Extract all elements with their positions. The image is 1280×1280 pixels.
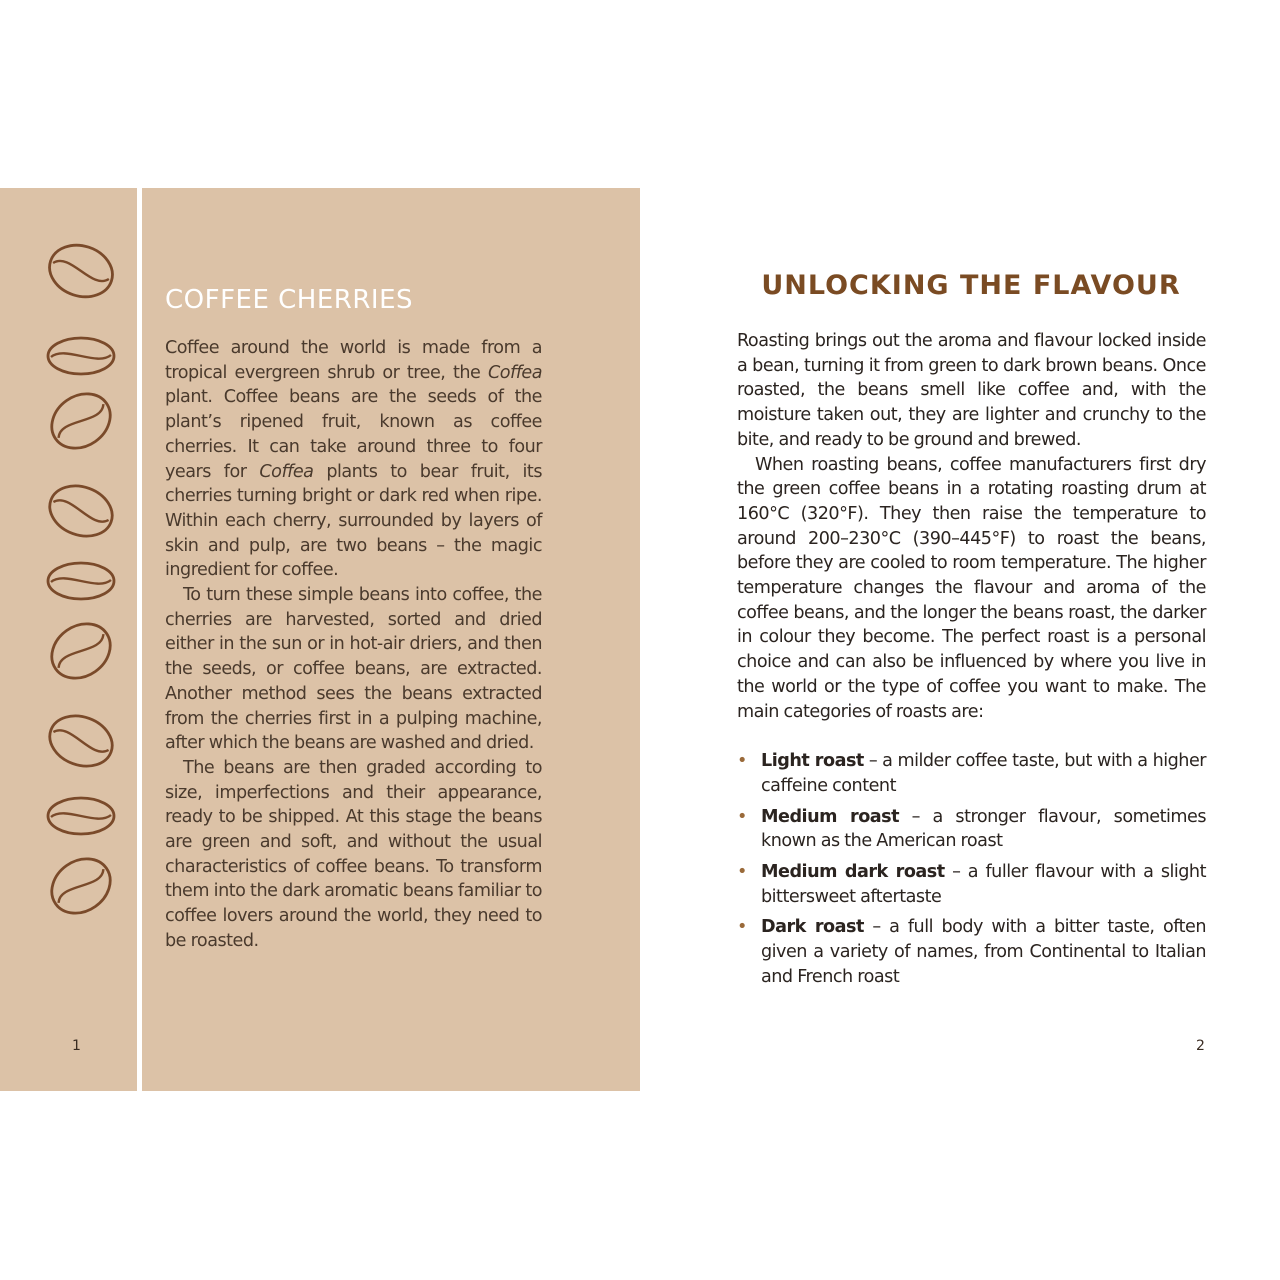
left-page-body bbox=[165, 336, 542, 954]
roast-list-item bbox=[737, 805, 1206, 854]
italic-text: Coffea bbox=[487, 362, 542, 383]
left-page-title: COFFEE CHERRIES bbox=[165, 285, 414, 315]
paragraph bbox=[165, 583, 542, 756]
roast-list-item bbox=[737, 860, 1206, 909]
text-run: plants to bear fruit, its cherries turning bright or dark red when ripe. Within each cherry, surrounded by layers of skin and pulp, are two beans – the magic ingredient for coffee. bbox=[165, 461, 542, 581]
right-page-title: UNLOCKING THE FLAVOUR bbox=[761, 270, 1181, 301]
bullet-icon: • bbox=[737, 751, 747, 772]
text-run: The beans are then graded according to size, imperfections and their appearance, ready to be shipped. At this stage the beans are green and soft, and without the usual characteristics of coffee beans. To transform them into the dark aromatic beans familiar to coffee lovers around the world, they need to be roasted. bbox=[165, 757, 542, 951]
roast-list-item bbox=[737, 915, 1206, 989]
coffee-bean-icon bbox=[45, 621, 117, 681]
coffee-bean-icon bbox=[45, 241, 117, 301]
roast-list bbox=[737, 749, 1206, 989]
coffee-bean-icon bbox=[45, 856, 117, 916]
paragraph bbox=[165, 336, 542, 583]
page-number-right: 2 bbox=[1196, 1038, 1205, 1054]
coffee-bean-icon bbox=[45, 786, 117, 846]
coffee-bean-icon bbox=[45, 481, 117, 541]
paragraph: Roasting brings out the aroma and flavour locked inside a bean, turning it from green to dark brown beans. Once roasted, the beans smell like coffee and, with the moisture taken out, they are lighter and crunchy to the bite, and ready to be ground and brewed. bbox=[737, 331, 1206, 450]
bullet-icon: • bbox=[737, 917, 747, 938]
coffee-bean-icon bbox=[45, 711, 117, 771]
paragraph bbox=[165, 756, 542, 954]
bullet-icon: • bbox=[737, 806, 747, 827]
roast-list-item bbox=[737, 749, 1206, 798]
roast-name: Medium dark roast bbox=[761, 862, 945, 883]
roast-name: Dark roast bbox=[761, 917, 864, 938]
page-number-left: 1 bbox=[72, 1038, 81, 1054]
right-page-body bbox=[737, 329, 1206, 996]
roast-desc: – a fuller flavour with a slight bittersweet aftertaste bbox=[761, 862, 1206, 907]
text-run: plant. Coffee beans are the seeds of the plant’s ripened fruit, known as coffee cherries. It can take around three to four years for bbox=[165, 387, 542, 482]
roast-desc: – a stronger flavour, sometimes known as the American roast bbox=[761, 806, 1206, 852]
coffee-bean-icon bbox=[45, 391, 117, 451]
italic-text: Coffea bbox=[259, 461, 314, 482]
roast-name: Light roast bbox=[761, 751, 864, 772]
roast-desc: – a full body with a bitter taste, often given a variety of names, from Continental to Italian and French roast bbox=[761, 917, 1206, 987]
page-divider bbox=[137, 188, 142, 1091]
coffee-bean-column bbox=[40, 188, 122, 1091]
paragraph: When roasting beans, coffee manufacturers first dry the green coffee beans in a rotating roasting drum at 160°C (320°F). They then raise the temperature to around 200–230°C (390–445°F) to roast the beans, before they are cooled to room temperature. The higher temperature changes the flavour and aroma of the coffee beans, and the longer the beans roast, the darker in colour they become. The perfect roast is a personal choice and can also be influenced by where you live in the world or the type of coffee you want to make. The main categories of roasts are: bbox=[737, 454, 1206, 722]
coffee-bean-icon bbox=[45, 326, 117, 386]
text-run: To turn these simple beans into coffee, the cherries are harvested, sorted and dried either in the sun or in hot-air driers, and then the seeds, or coffee beans, are extracted. Another method sees the beans extracted from the cherries first in a pulping machine, after which the beans are washed and dried. bbox=[165, 585, 542, 754]
bullet-icon: • bbox=[737, 862, 747, 883]
coffee-bean-icon bbox=[45, 551, 117, 611]
roast-name: Medium roast bbox=[761, 806, 900, 827]
roast-desc: – a milder coffee taste, but with a higher caffeine content bbox=[761, 751, 1206, 796]
text-run: Coffee around the world is made from a tropical evergreen shrub or tree, the bbox=[165, 338, 542, 383]
